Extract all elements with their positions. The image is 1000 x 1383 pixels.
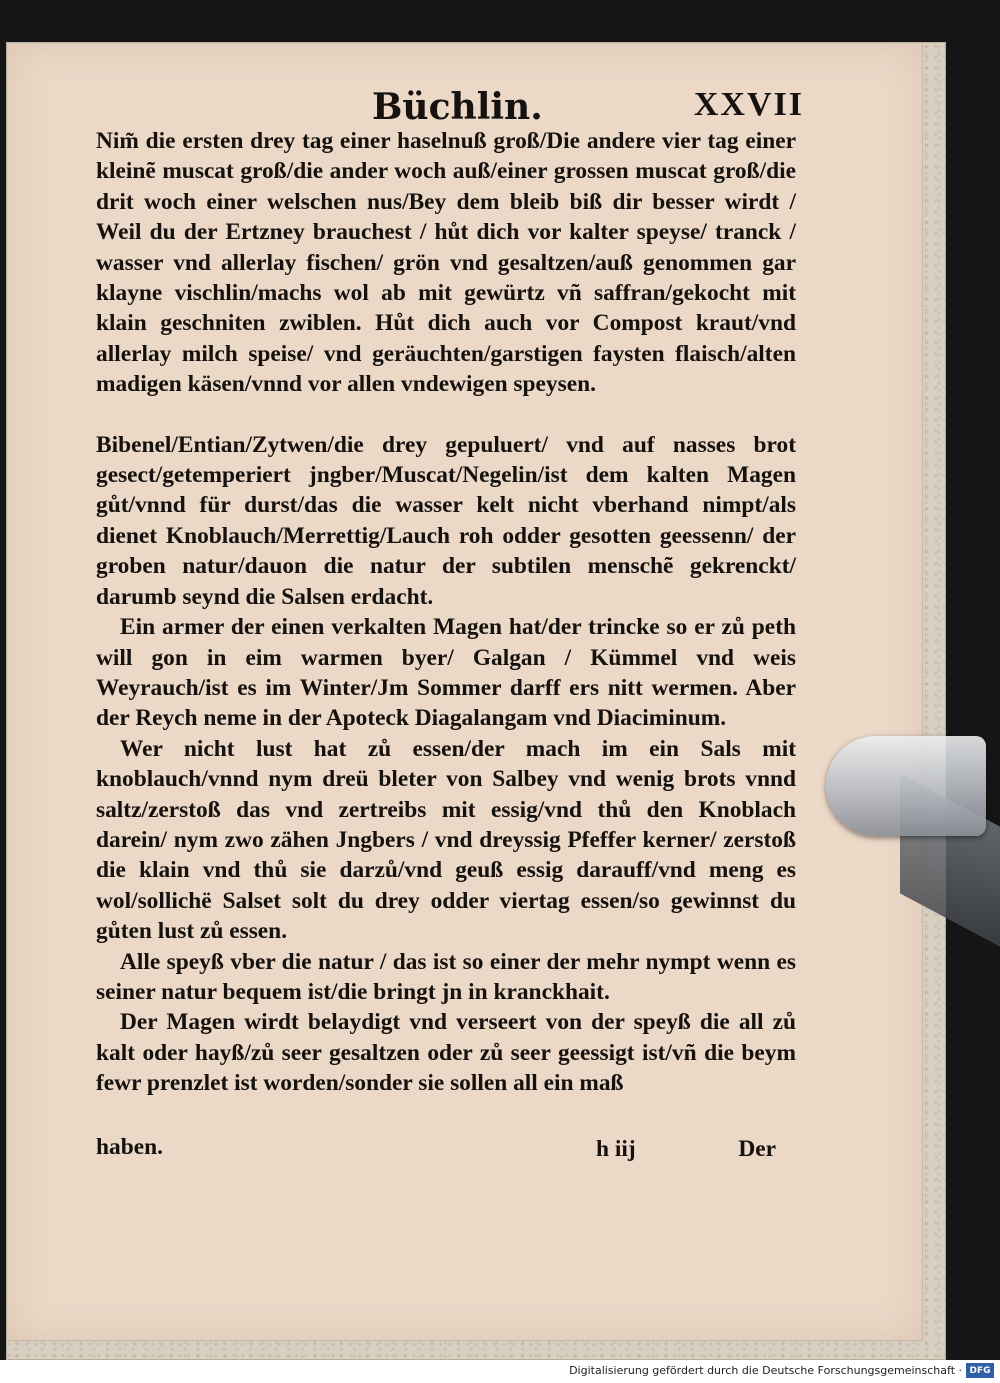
catchword: Der bbox=[738, 1136, 776, 1162]
credit-bar bbox=[0, 1360, 1000, 1383]
paragraph-2: Bibenel/Entian/Zytwen/die drey gepuluert/ vnd auf nasses brot gesect/getemperiert jngber/Muscat/Negelin/ist dem kalten Magen gůt/vnnd für durst/das die wasser kelt nicht vberhand nimpt/als dienet Knoblauch/Merrettig/Lauch roh odder gesotten geessenn/ der groben natur/dauon die natur der subtilen menschẽ gekrenckt/ darumb seynd die Salsen erdacht. bbox=[96, 431, 796, 610]
folio-number: XXVII bbox=[693, 86, 804, 123]
paragraph-3: Ein armer der einen verkalten Magen hat/der trincke so er zů peth will gon in eim warmen byer/ Galgan / Kümmel vnd weis Weyrauch/ist es im Winter/Jm Sommer darff ers nitt wermen. Aber der Reych neme in der Apoteck Diagalangam vnd Diaciminum. bbox=[96, 614, 796, 732]
dfg-logo: DFG bbox=[966, 1363, 994, 1378]
funding-credit: Digitalisierung gefördert durch die Deutsche Forschungsgemeinschaft · bbox=[569, 1364, 962, 1377]
paragraph-4: Wer nicht lust hat zů essen/der mach im ein Sals mit knoblauch/vnnd nym dreü bleter von Salbey vnd wenig brots vnnd saltz/zerstoß das vnd zertreibs mit essig/vnd thů den Knoblach darein/ nym zwo zähen Jngbers / vnd dreyssig Pfeffer kerner/ zerstoß die klain vnd thů sie darzů/vnd geuß essig darauff/vnd meng es wol/sollichë Salset solt du drey odder viertag essen/so gewinnst du gůten lust zů essen. bbox=[96, 735, 796, 945]
signature-mark: h iij bbox=[596, 1136, 636, 1162]
page-clip bbox=[826, 736, 986, 836]
page-footer bbox=[96, 1134, 796, 1168]
text-block bbox=[96, 126, 796, 1099]
paragraph-1: Nim̃ die ersten drey tag einer haselnuß groß/Die andere vier tag einer kleinẽ muscat groß/die ander woch auß/einer grossen muscat groß/die drit woch einer welschen nus/Bey dem bleib biß dir besser wirdt / Weil du der Ertzney brauchest / hůt dich vor kalter speyse/ tranck / wasser vnd allerlay fischen/ grön vnd gesaltzen/auß genommen gar klayne vischlin/machs wol ab mit gewürtz vñ saffran/gekocht mit klain geschniten zwiblen. Hůt dich auch vor Compost kraut/vnd allerlay milch speise/ vnd geräuchten/garstigen faysten flaisch/alten madigen käsen/vnnd vor allen vndewigen speysen. bbox=[96, 128, 796, 398]
running-title: Büchlin. bbox=[372, 86, 543, 128]
paragraph-6: Der Magen wirdt belaydigt vnd verseert von der speyß die all zů kalt oder hayß/zů seer gesaltzen oder zů seer geessigt ist/vñ die beym fewr prenzlet ist worden/sonder sie sollen all ein maß bbox=[96, 1009, 796, 1097]
closing-word: haben. bbox=[96, 1134, 163, 1160]
page-header bbox=[360, 86, 820, 126]
paragraph-5: Alle speyß vber die natur / das ist so einer der mehr nympt wenn es seiner natur bequem ist/die bringt jn in kranckhait. bbox=[96, 948, 796, 1005]
